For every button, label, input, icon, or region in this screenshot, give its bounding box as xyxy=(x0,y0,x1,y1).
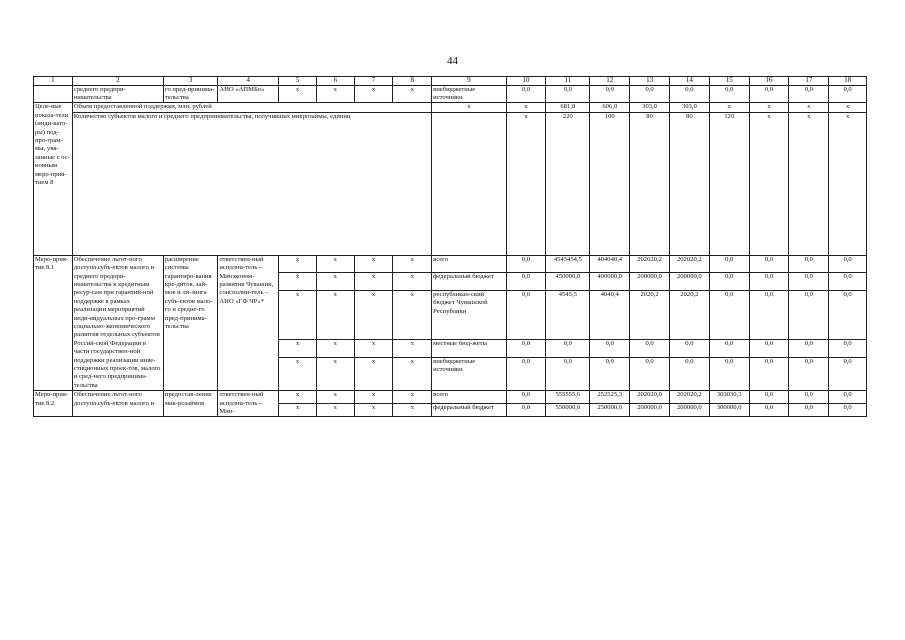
code-cell: x xyxy=(393,340,432,358)
value-cell: 0,0 xyxy=(546,357,590,390)
column-header: 10 xyxy=(506,77,546,86)
page-number: 44 xyxy=(447,55,458,67)
code-cell: x xyxy=(354,357,393,390)
value-cell: x xyxy=(789,112,829,255)
value-cell: 0,0 xyxy=(669,85,709,103)
code-cell: x xyxy=(354,404,393,417)
measure-text: Обеспечение льгот-ного доступа субъ-ектов малого и xyxy=(72,391,163,417)
value-cell: 0,0 xyxy=(506,391,546,404)
value-cell: 200000,0 xyxy=(630,404,670,417)
value-cell: 0,0 xyxy=(789,291,829,340)
value-cell: 0,0 xyxy=(749,391,789,404)
code-cell: x xyxy=(393,255,432,273)
executor-text: АНО «АПМБо» xyxy=(218,85,279,103)
value-cell: 0,0 xyxy=(506,340,546,358)
value-cell: 200000,0 xyxy=(669,273,709,291)
value-cell: 0,0 xyxy=(749,291,789,340)
column-header: 7 xyxy=(354,77,393,86)
column-header: 1 xyxy=(34,77,73,86)
value-cell: 450000,0 xyxy=(546,273,590,291)
measure-label: Меро-прия-тие 8.2 xyxy=(34,391,73,417)
value-cell: 0,0 xyxy=(506,255,546,273)
code-cell: x xyxy=(279,391,317,404)
value-cell: 202020,0 xyxy=(630,391,670,404)
value-cell: 0,0 xyxy=(789,273,829,291)
value-cell: 202020,2 xyxy=(630,255,670,273)
value-cell: 0,0 xyxy=(789,404,829,417)
purpose-text: предостав-ление мик-розаймов xyxy=(163,391,217,417)
column-header: 2 xyxy=(72,77,163,86)
measure-text: среднего предпри-нимательства xyxy=(72,85,163,103)
value-cell: 0,0 xyxy=(630,85,670,103)
funding-source: всего xyxy=(432,255,506,273)
value-cell: 202020,2 xyxy=(669,391,709,404)
value-cell: 303030,3 xyxy=(709,391,749,404)
code-cell: x xyxy=(316,340,354,358)
code-cell: x xyxy=(316,255,354,273)
value-cell: 0,0 xyxy=(829,391,867,404)
value-cell: 250000,0 xyxy=(590,404,630,417)
goal-label: Целе-вые показа-тели (инди-като-ры) под-про-грам-мы, увя-занные с ос-новным меро-прия-тием 8 xyxy=(34,103,73,255)
value-cell: 0,0 xyxy=(789,357,829,390)
value-cell: 0,0 xyxy=(829,85,867,103)
code-cell: x xyxy=(354,255,393,273)
value-cell: 681,8 xyxy=(546,103,590,112)
value-cell: 202020,2 xyxy=(669,255,709,273)
value-cell: 0,0 xyxy=(630,340,670,358)
header-row xyxy=(34,77,867,86)
code-cell: x xyxy=(393,391,432,404)
value-cell: 0,0 xyxy=(546,85,590,103)
value-cell: 0,0 xyxy=(709,357,749,390)
code-cell: x xyxy=(279,291,317,340)
code-cell: x xyxy=(316,85,354,103)
code-cell: x xyxy=(279,357,317,390)
funding-source: всего xyxy=(432,391,506,404)
code-cell: x xyxy=(354,85,393,103)
value-cell: 606,0 xyxy=(590,103,630,112)
value-cell: x xyxy=(789,103,829,112)
value-cell: 0,0 xyxy=(590,85,630,103)
value-cell: 0,0 xyxy=(749,85,789,103)
column-header: 18 xyxy=(829,77,867,86)
value-cell: 252525,3 xyxy=(590,391,630,404)
table-row xyxy=(34,391,867,404)
table-row xyxy=(34,255,867,273)
value-cell: 200000,0 xyxy=(630,273,670,291)
code-cell: x xyxy=(354,273,393,291)
value-cell: 0,0 xyxy=(829,255,867,273)
column-header: 12 xyxy=(590,77,630,86)
purpose-text: го пред-принима-тельства xyxy=(163,85,217,103)
column-header: 16 xyxy=(749,77,789,86)
funding-source: республикан-ский бюджет Чувашской Республики xyxy=(432,291,506,340)
code-cell: x xyxy=(316,357,354,390)
value-cell: 0,0 xyxy=(709,255,749,273)
code-cell: x xyxy=(393,85,432,103)
value-cell: 0,0 xyxy=(789,340,829,358)
column-header: 13 xyxy=(630,77,670,86)
value-cell: 120 xyxy=(709,112,749,255)
value-cell: 0,0 xyxy=(709,85,749,103)
value-cell: 220 xyxy=(546,112,590,255)
empty-cell xyxy=(432,112,506,255)
value-cell: 0,0 xyxy=(630,357,670,390)
column-header: 5 xyxy=(279,77,317,86)
value-cell: x xyxy=(829,112,867,255)
value-cell: 0,0 xyxy=(829,273,867,291)
budget-table xyxy=(33,76,867,417)
code-cell: x xyxy=(354,291,393,340)
column-header: 14 xyxy=(669,77,709,86)
table-row xyxy=(34,85,867,103)
code-cell: x xyxy=(316,391,354,404)
value-cell: 0,0 xyxy=(669,340,709,358)
value-cell: 0,0 xyxy=(749,340,789,358)
value-cell: 0,0 xyxy=(829,357,867,390)
code-cell: x xyxy=(279,85,317,103)
value-cell: 0,0 xyxy=(506,291,546,340)
value-cell: 0,0 xyxy=(506,357,546,390)
value-cell: 0,0 xyxy=(506,85,546,103)
value-cell: x xyxy=(829,103,867,112)
value-cell: 0,0 xyxy=(829,291,867,340)
value-cell: 0,0 xyxy=(546,340,590,358)
code-cell: x xyxy=(279,255,317,273)
value-cell: 404040,4 xyxy=(590,255,630,273)
purpose-text: расширение системы гарантиро-вания кре-дитов, зай-мов и ли-зинга субъ-ектов мало-го и средне-го пред-принима-тельства xyxy=(163,255,217,391)
value-cell: x xyxy=(749,112,789,255)
measure-label: Меро-прия-тие 8.1 xyxy=(34,255,73,391)
column-header: 4 xyxy=(218,77,279,86)
value-cell: 0,0 xyxy=(789,255,829,273)
executor-text: ответствен-ный исполни-тель – Мин- xyxy=(218,391,279,417)
column-header: 17 xyxy=(789,77,829,86)
value-cell: 0,0 xyxy=(749,273,789,291)
code-cell: x xyxy=(393,291,432,340)
column-header: 8 xyxy=(393,77,432,86)
code-cell: x xyxy=(316,273,354,291)
value-cell: 100 xyxy=(590,112,630,255)
value-cell: 0,0 xyxy=(669,357,709,390)
code-cell: x xyxy=(316,404,354,417)
value-cell: 0,0 xyxy=(789,391,829,404)
code-cell: x xyxy=(393,273,432,291)
measure-text: Обеспечение льгот-ного доступа субъ-ектов малого и среднего предпри-нимательства к кредитным ресур-сам при гарантий-ной поддержке в рамках реализации мероприятий инди-видуальных про-грамм социально-экономического развития отдельных субъектов Россий-ской Федерации в части государствен-ной поддержки реализации инве-стиционных проек-тов, малого и сред-него предпринима-тельства xyxy=(72,255,163,391)
column-header: 9 xyxy=(432,77,506,86)
code-cell: x xyxy=(393,357,432,390)
funding-source: местные бюд-жеты xyxy=(432,340,506,358)
code-cell: x xyxy=(279,273,317,291)
value-cell: 80 xyxy=(630,112,670,255)
value-cell: 0,0 xyxy=(590,357,630,390)
code-cell: x xyxy=(279,404,317,417)
value-cell: 0,0 xyxy=(749,255,789,273)
executor-text: ответствен-ный исполни-тель – Минэконом-развития Чувашии, соисполни-тель – АНО «ГФ ЧР»* xyxy=(218,255,279,391)
column-header: 15 xyxy=(709,77,749,86)
code-cell: x xyxy=(354,340,393,358)
value-cell: 303,0 xyxy=(630,103,670,112)
value-cell: 0,0 xyxy=(749,357,789,390)
value-cell: x xyxy=(749,103,789,112)
column-header: 11 xyxy=(546,77,590,86)
funding-source: федеральный бюджет xyxy=(432,404,506,417)
value-cell: x xyxy=(506,103,546,112)
value-cell: 0,0 xyxy=(829,404,867,417)
funding-source: федеральный бюджет xyxy=(432,273,506,291)
funding-source: внебюджетные источники xyxy=(432,85,506,103)
value-cell: 555555,6 xyxy=(546,391,590,404)
empty-cell xyxy=(34,85,73,103)
value-cell: 4040,4 xyxy=(590,291,630,340)
funding-source: внебюджетные источники xyxy=(432,357,506,390)
value-cell: 0,0 xyxy=(506,404,546,417)
code-cell: x xyxy=(393,404,432,417)
value-cell: x xyxy=(432,103,506,112)
table-row xyxy=(34,112,867,255)
value-cell: 300000,0 xyxy=(709,404,749,417)
value-cell: 550000,0 xyxy=(546,404,590,417)
value-cell: 0,0 xyxy=(749,404,789,417)
value-cell: 2020,2 xyxy=(630,291,670,340)
value-cell: 0,0 xyxy=(829,340,867,358)
value-cell: 4545,5 xyxy=(546,291,590,340)
code-cell: x xyxy=(316,291,354,340)
code-cell: x xyxy=(279,340,317,358)
code-cell: x xyxy=(354,391,393,404)
value-cell: 4545454,5 xyxy=(546,255,590,273)
value-cell: 0,0 xyxy=(506,273,546,291)
value-cell: x xyxy=(506,112,546,255)
value-cell: 2020,2 xyxy=(669,291,709,340)
value-cell: 303,0 xyxy=(669,103,709,112)
column-header: 3 xyxy=(163,77,217,86)
value-cell: 0,0 xyxy=(709,340,749,358)
indicator-text: Объем предоставленной поддержки, млн. рублей xyxy=(72,103,431,112)
indicator-text: Количество субъектов малого и среднего предпринимательства, получивших микрозаймы, единиц xyxy=(72,112,431,255)
value-cell: 0,0 xyxy=(709,273,749,291)
column-header: 6 xyxy=(316,77,354,86)
table-row xyxy=(34,103,867,112)
value-cell: 0,0 xyxy=(590,340,630,358)
value-cell: 80 xyxy=(669,112,709,255)
value-cell: 0,0 xyxy=(709,291,749,340)
value-cell: 400000,0 xyxy=(590,273,630,291)
value-cell: 200000,0 xyxy=(669,404,709,417)
value-cell: 0,0 xyxy=(789,85,829,103)
value-cell: x xyxy=(709,103,749,112)
